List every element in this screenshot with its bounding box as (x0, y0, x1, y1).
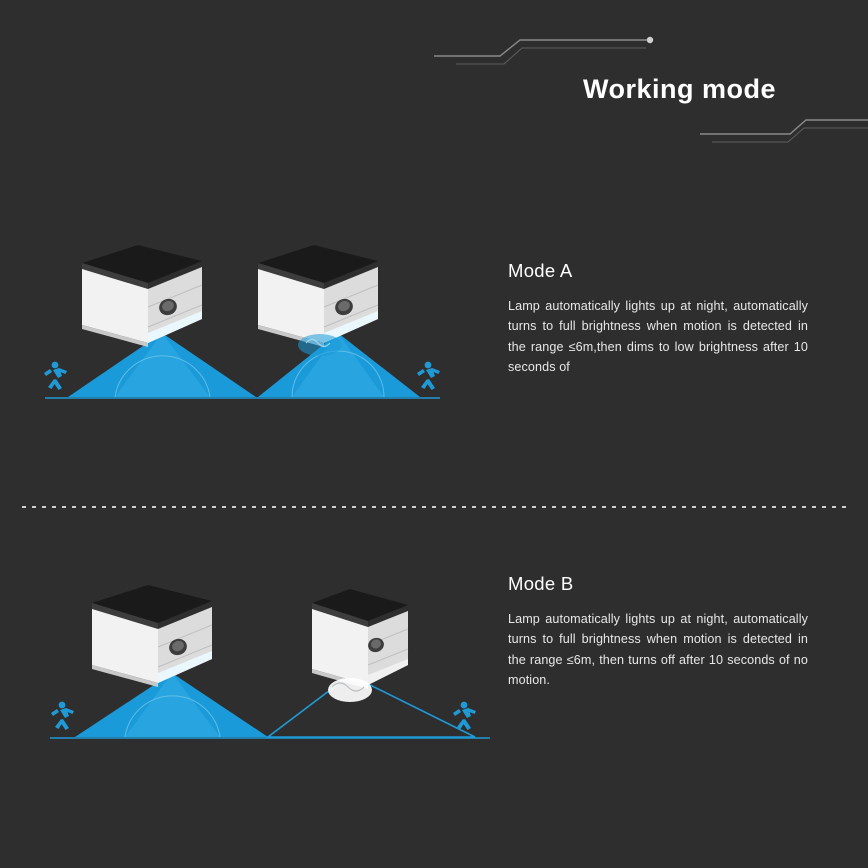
light-beam-outline-2 (268, 675, 475, 737)
section-divider (22, 506, 846, 508)
runner-figure-right (417, 362, 440, 390)
mode-b-description: Lamp automatically lights up at night, automatically turns to full brightness when motion is detected in the range ≤6m, then turns off after 10 seconds of no motion. (508, 612, 808, 688)
mode-b-section (0, 545, 868, 795)
runner-figure-left (51, 702, 74, 730)
lamp-unit-2 (312, 589, 408, 702)
runner-figure-left (44, 362, 67, 390)
lamp-unit-1 (92, 585, 212, 687)
lamp-unit-2 (258, 245, 378, 356)
mode-a-description: Lamp automatically lights up at night, automatically turns to full brightness when motion is detected in the range ≤6m,then dims to low brightness after 10 seconds of (508, 299, 808, 375)
page-header (0, 0, 868, 160)
mode-a-text (508, 260, 808, 378)
mode-b-illustration (20, 545, 490, 775)
mode-a-section (0, 215, 868, 465)
mode-b-text (508, 573, 808, 691)
mode-a-title: Mode A (508, 260, 573, 281)
mode-a-illustration (20, 215, 490, 445)
mode-b-title: Mode B (508, 573, 574, 594)
lamp-unit-1 (82, 245, 202, 347)
page-title: Working mode (582, 74, 776, 104)
runner-figure-right (453, 702, 476, 730)
